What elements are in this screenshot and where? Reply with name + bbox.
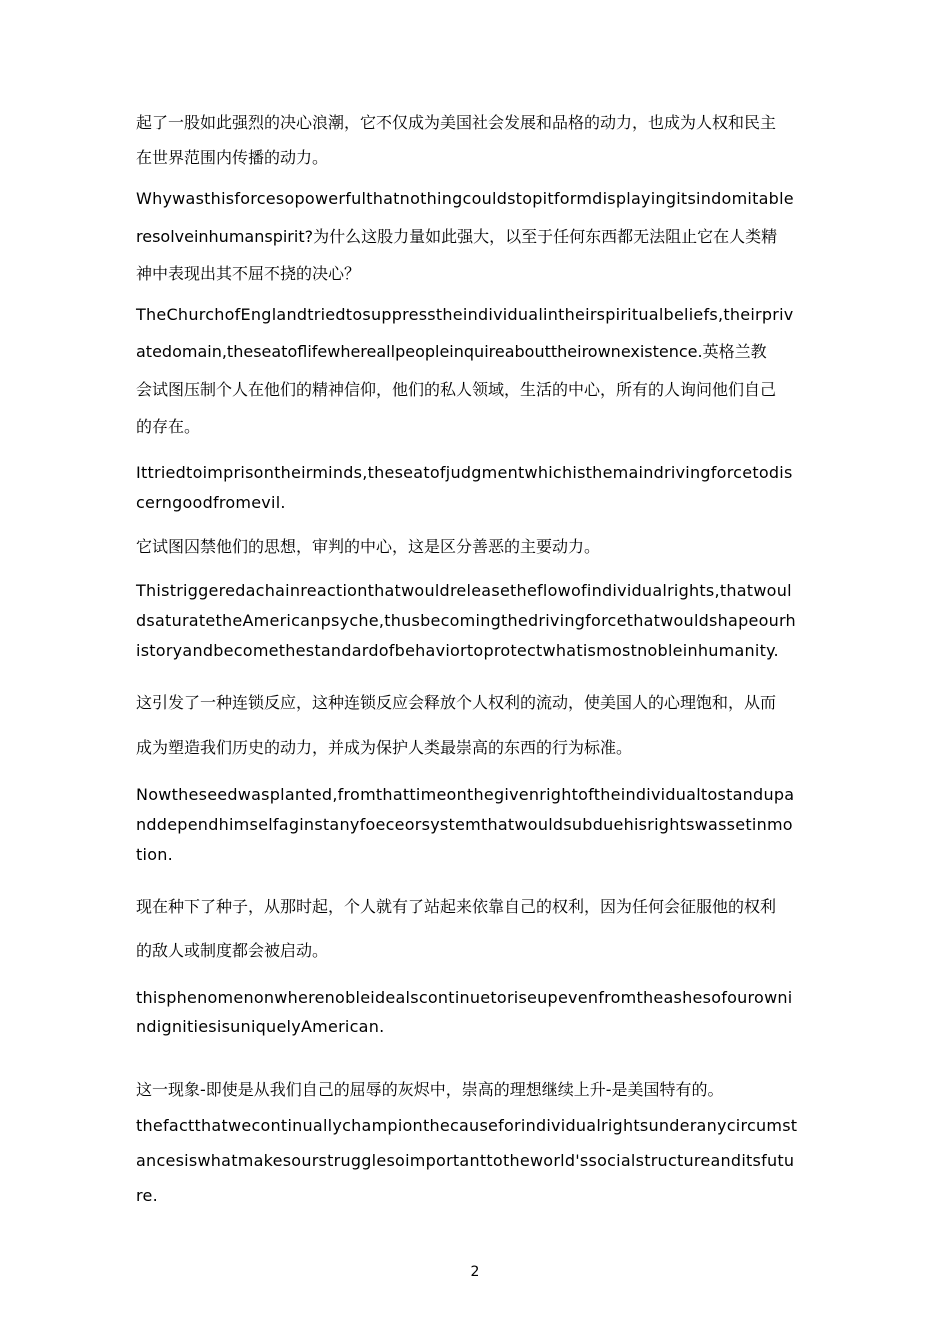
- text-line: 这引发了一种连锁反应，这种连锁反应会释放个人权利的流动，使美国人的心理饱和，从而: [136, 693, 777, 712]
- page-number: 2: [470, 1264, 480, 1280]
- text-line: re.: [136, 1186, 158, 1205]
- text-line: 的存在。: [136, 417, 201, 436]
- text-line: thefactthatwecontinuallychampionthecauseforindividualrightsunderanycircumst: [136, 1116, 798, 1135]
- text-line: Thistriggeredachainreactionthatwouldreleasetheflowofindividualrights,thatwoul: [136, 581, 792, 600]
- text-line: atedomain,theseatoflifewhereallpeopleinquireabouttheirownexistence.英格兰教: [136, 342, 767, 361]
- text-line: 起了一股如此强烈的决心浪潮，它不仅成为美国社会发展和品格的动力，也成为人权和民主: [136, 113, 777, 132]
- text-line: 它试图囚禁他们的思想，审判的中心，这是区分善恶的主要动力。: [136, 537, 601, 556]
- text-line: Nowtheseedwasplanted,fromthattimeonthegivenrightoftheindividualtostandupa: [136, 785, 795, 804]
- text-line: 现在种下了种子，从那时起，个人就有了站起来依靠自己的权利，因为任何会征服他的权利: [136, 897, 777, 916]
- text-line: tion.: [136, 845, 173, 864]
- text-line: istoryandbecomethestandardofbehaviortoprotectwhatismostnobleinhumanity.: [136, 641, 779, 660]
- text-line: dsaturatetheAmericanpsyche,thusbecomingthedrivingforcethatwouldshapeourh: [136, 611, 796, 630]
- text-line: nddependhimselfaginstanyfoeceorsystemthatwouldsubduehisrightswassetinmo: [136, 815, 793, 834]
- text-line: 在世界范围内传播的动力。: [136, 148, 329, 167]
- text-line: 这一现象-即使是从我们自己的屈辱的灰烬中，崇高的理想继续上升-是美国特有的。: [136, 1080, 724, 1099]
- text-line: Whywasthisforcesopowerfulthatnothingcouldstopitformdisplayingitsindomitable: [136, 189, 794, 208]
- text-line: 神中表现出其不屈不挠的决心？: [136, 264, 361, 283]
- text-line: 成为塑造我们历史的动力，并成为保护人类最崇高的东西的行为标准。: [136, 738, 633, 757]
- text-line: Ittriedtoimprisontheirminds,theseatofjudgmentwhichisthemaindrivingforcetodis: [136, 463, 793, 482]
- text-line: thisphenomenonwherenobleidealscontinuetoriseupevenfromtheashesofourowni: [136, 988, 793, 1007]
- text-line: TheChurchofEnglandtriedtosuppresstheindividualintheirspiritualbeliefs,theirpriv: [136, 305, 794, 324]
- text-line: 的敌人或制度都会被启动。: [136, 941, 329, 960]
- text-line: cerngoodfromevil.: [136, 493, 286, 512]
- text-line: ancesiswhatmakesourstrugglesoimportanttotheworld'ssocialstructureanditsfutu: [136, 1151, 795, 1170]
- text-line: 会试图压制个人在他们的精神信仰，他们的私人领域，生活的中心，所有的人询问他们自己: [136, 380, 777, 399]
- text-line: ndignitiesisuniquelyAmerican.: [136, 1017, 385, 1036]
- text-line: resolveinhumanspirit?为什么这股力量如此强大，以至于任何东西都无法阻止它在人类精: [136, 227, 778, 246]
